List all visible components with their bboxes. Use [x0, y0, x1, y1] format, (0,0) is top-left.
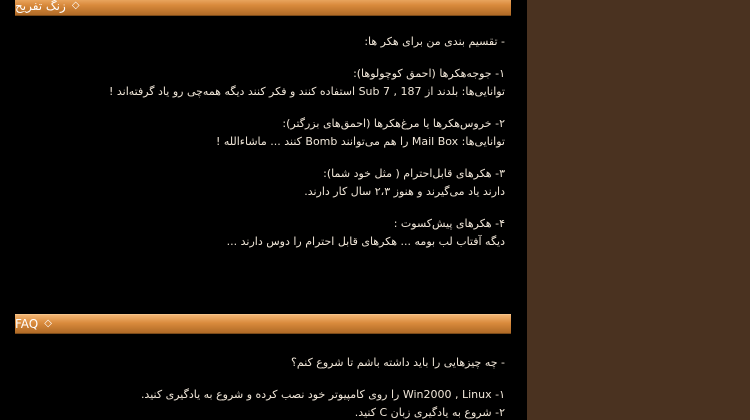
- section-header: [15, 0, 511, 16]
- text-line: ۱- Win2000 , Linux را روی کامپیوتر خود نصب کرده و شروع به یادگیری کنید.: [140, 388, 505, 401]
- text-line: ۴- هکرهای پیش‌کسوت :: [393, 217, 505, 230]
- text-line: دارند یاد می‌گیرند و هنوز ۲،۳ سال کار دارند.: [304, 185, 505, 198]
- text-line: ۲- شروع به یادگیری زبان C کنید.: [354, 406, 505, 419]
- spacer: [15, 101, 505, 115]
- spacer: [15, 201, 505, 215]
- section-faq: [15, 314, 511, 420]
- text-line: ۲- خروس‌هکرها یا مرغ‌هکرها (احمق‌های بزرگتر):: [282, 117, 505, 130]
- section-body: [15, 16, 511, 251]
- section-header: [15, 314, 511, 334]
- section-body: [15, 334, 511, 420]
- text-line: - تقسیم بندی من برای هکر ها:: [364, 35, 505, 48]
- text-line: ۱- جوجه‌هکرها (احمق کوچولوها):: [353, 67, 505, 80]
- text-line: دیگه آفتاب لب بومه ... هکرهای قابل احترام را دوس دارند ...: [226, 235, 505, 248]
- text-line: - چه چیزهایی را باید داشته باشم تا شروع کنم؟: [291, 356, 505, 369]
- spacer: [15, 51, 505, 65]
- text-line: توانایی‌ها: Mail Box را هم می‌توانند Bomb کنند ... ماشاءالله !: [215, 135, 505, 148]
- diamond-icon: ◇: [71, 0, 80, 11]
- spacer: [15, 372, 505, 386]
- text-line: ۳- هکرهای قابل‌احترام ( مثل خود شما):: [323, 167, 505, 180]
- section-recess: [15, 0, 511, 251]
- text-line: توانایی‌ها: بلدند از 187 , Sub 7 استفاده کنند و فکر کنند دیگه همه‌چی رو یاد گرفته‌اند !: [108, 85, 505, 98]
- spacer: [15, 151, 505, 165]
- diamond-icon: ◇: [44, 318, 52, 329]
- section-title: FAQ: [15, 317, 39, 331]
- section-title: زنگ تفریح: [15, 0, 66, 13]
